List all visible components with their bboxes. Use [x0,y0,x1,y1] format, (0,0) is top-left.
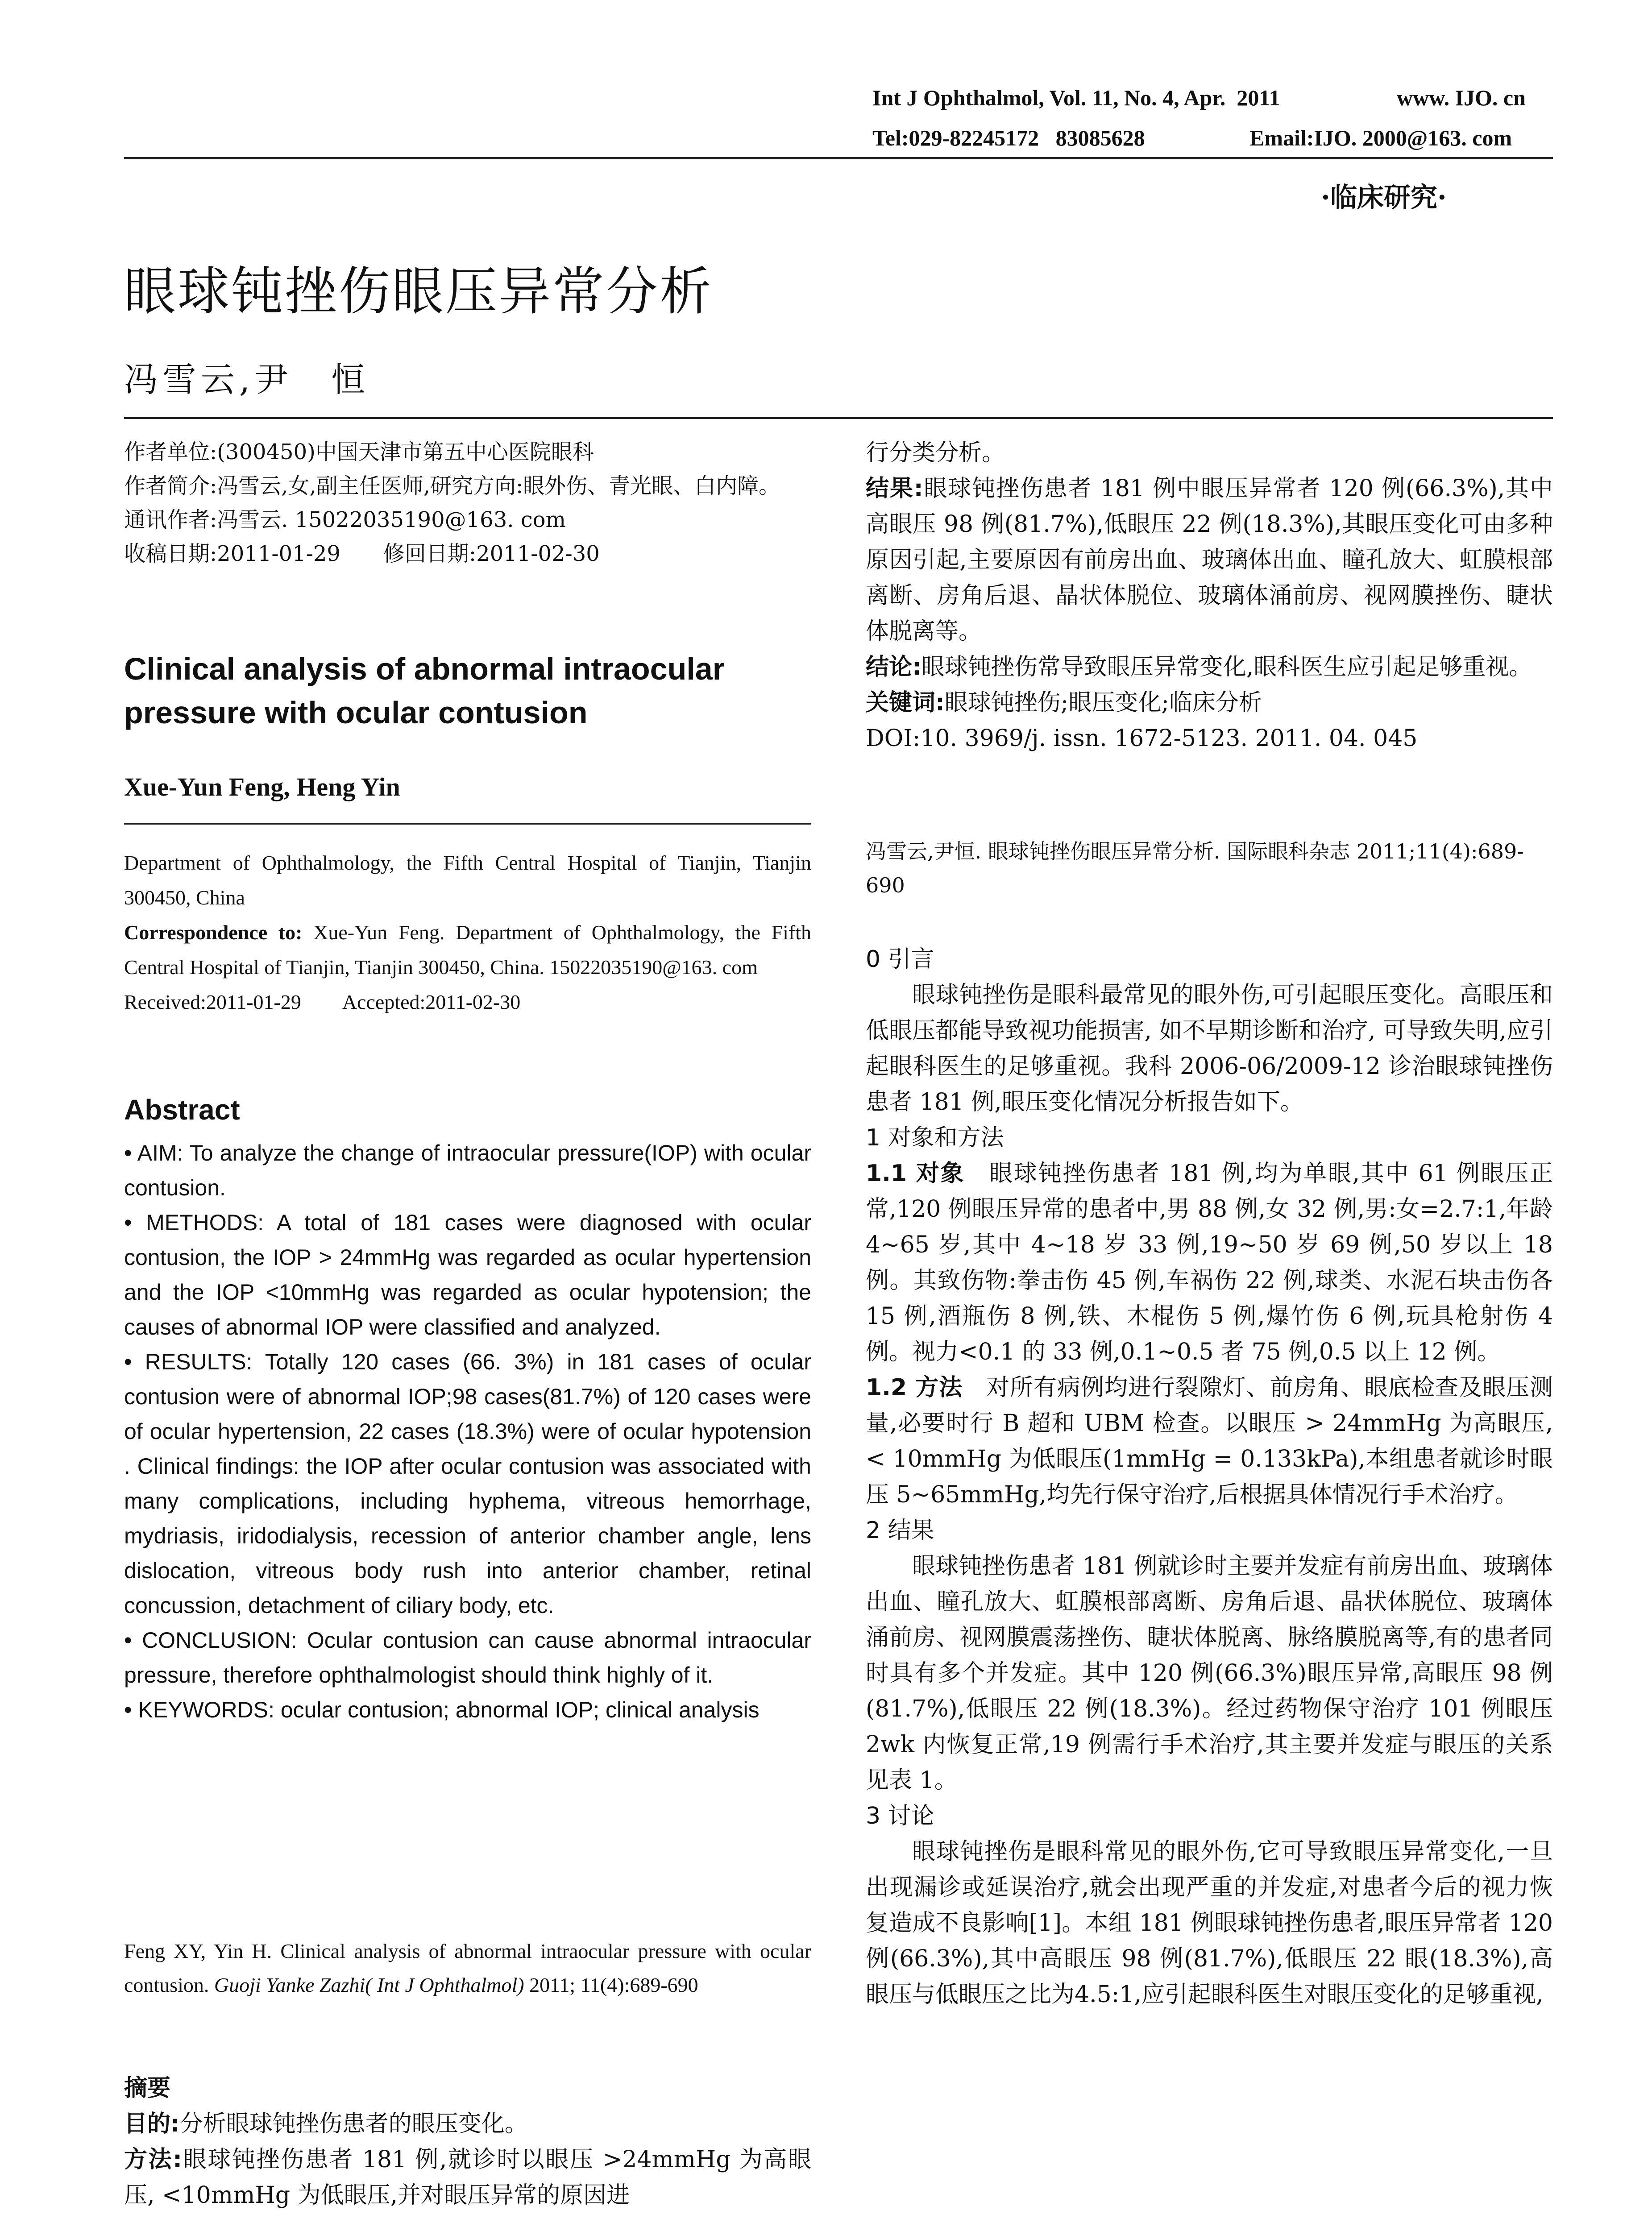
header-rule [124,157,1553,159]
abstract-results: • RESULTS: Totally 120 cases (66. 3%) in 181 cases of ocular contusion were of abnormal IOP;98 cases(81.7%) of 120 cases were of ocular hypertension, 22 cases (18.3%) were of ocular hypotension . Clinical findings: the IOP after ocular contusion was associated with many complications, including hyphema, vitreous hemorrhage, mydriasis, iridodialysis, recession of anterior chamber angle, lens dislocation, vitreous body rush into anterior chamber, retinal concussion, detachment of ciliary body, etc. [124,1349,811,1618]
sec11: 1.1 对象 眼球钝挫伤患者 181 例,均为单眼,其中 61 例眼压正常,120 例眼压异常的患者中,男 88 例,女 32 例,男:女=2.7:1,年龄 4~65 岁,其中 4~18 岁 33 例,19~50 岁 69 例,50 岁以上 18 例。其致伤物:拳击伤 45 例,车祸伤 22 例,球类、水泥石块击伤各 15 例,酒瓶伤 8 例,铁、木棍伤 5 例,爆竹伤 6 例,玩具枪射伤 4 例。视力<0.1 的 33 例,0.1~0.5 者 75 例,0.5 以上 12 例。 [866,1160,1553,1365]
conclusion-cn: 结论:眼球钝挫伤常导致眼压异常变化,眼科医生应引起足够重视。 [866,654,1532,680]
methods-cn: 方法:眼球钝挫伤患者 181 例,就诊时以眼压 >24mmHg 为高眼压, <10mmHg 为低眼压,并对眼压异常的原因进 [124,2146,812,2209]
aim-cn: 目的:分析眼球钝挫伤患者的眼压变化。 [124,2111,528,2137]
sec0-title: 0 引言 [866,946,934,973]
sec3-title: 3 讨论 [866,1803,934,1829]
journal-website: www. IJO. cn [1397,85,1526,110]
keywords-cn: 关键词:眼球钝挫伤;眼压变化;临床分析 [866,689,1262,716]
journal-email: Email:IJO. 2000@163. com [1249,125,1512,150]
correspondence: Correspondence to: Xue-Yun Feng. Department of Ophthalmology, the Fifth Central Hospital of Tianjin, Tianjin 300450, China. 15022035190@163. com [124,921,811,979]
author-info [124,435,811,571]
received-dates-en: Received:2011-01-29 Accepted:2011-02-30 [124,991,521,1013]
sec2-text: 眼球钝挫伤患者 181 例就诊时主要并发症有前房出血、玻璃体出血、瞳孔放大、虹膜根部离断、房角后退、晶状体脱位、玻璃体涌前房、视网膜震荡挫伤、睫状体脱离、脉络膜脱离等,有的患者同时具有多个并发症。其中 120 例(66.3%)眼压异常,高眼压 98 例(81.7%),低眼压 22 例(18.3%)。经过药物保守治疗 101 例眼压 2wk 内恢复正常,19 例需行手术治疗,其主要并发症与眼压的关系见表 1。 [866,1553,1553,1794]
title-rule [124,417,1553,419]
affiliation-block [124,846,811,1020]
doi: DOI:10. 3969/j. issn. 1672-5123. 2011. 04. 045 [866,725,1418,752]
abstract-keywords: • KEYWORDS: ocular contusion; abnormal IOP; clinical analysis [124,1697,760,1722]
section-tag: ·临床研究· [1321,182,1447,213]
journal-info: Int J Ophthalmol, Vol. 11, No. 4, Apr. 2011 [872,85,1280,110]
sec2-title: 2 结果 [866,1517,934,1544]
sec1-title: 1 对象和方法 [866,1124,1004,1151]
abstract-aim: • AIM: To analyze the change of intraocular pressure(IOP) with ocular contusion. [124,1140,811,1200]
author-unit: 作者单位:(300450)中国天津市第五中心医院眼科 [124,440,594,464]
sec0-text: 眼球钝挫伤是眼科最常见的眼外伤,可引起眼压变化。高眼压和低眼压都能导致视功能损害, 如不早期诊断和治疗, 可导致失明,应引起眼科医生的足够重视。我科 2006-06/2009-12 诊治眼球钝挫伤患者 181 例,眼压变化情况分析报告如下。 [866,982,1553,1116]
abstract-conclusion: • CONCLUSION: Ocular contusion can cause abnormal intraocular pressure, therefore ophthalmologist should think highly of it. [124,1628,811,1688]
abstract-cn-cont [866,435,1553,756]
abstract-methods: • METHODS: A total of 181 cases were diagnosed with ocular contusion, the IOP > 24mmHg was regarded as ocular hypertension and the IOP <10mmHg was regarded as ocular hypotension; the causes of abnormal IOP were classified and analyzed. [124,1210,811,1339]
authors-en: Xue-Yun Feng, Heng Yin [124,772,400,801]
citation-cn: 冯雪云,尹恒. 眼球钝挫伤眼压异常分析. 国际眼科杂志 2011;11(4):689-690 [866,839,1524,897]
main-text [866,941,1553,2012]
sec12: 1.2 方法 对所有病例均进行裂隙灯、前房角、眼底检查及眼压测量,必要时行 B 超和 UBM 检查。以眼压 > 24mmHg 为高眼压, < 10mmHg 为低眼压(1mmHg = 0.133kPa),本组患者就诊时眼压 5~65mmHg,均先行保守治疗,后根据具体情况行手术治疗。 [866,1374,1553,1508]
title-en: Clinical analysis of abnormal intraocular pressure with ocular contusion [124,651,725,730]
authors-cn: 冯雪云,尹 恒 [124,360,370,399]
affiliation: Department of Ophthalmology, the Fifth Central Hospital of Tianjin, Tianjin 300450, China [124,851,811,909]
abstract-heading: Abstract [124,1094,240,1126]
corresponding-author: 通讯作者:冯雪云. 15022035190@163. com [124,507,566,532]
methods-cn-cont: 行分类分析。 [866,440,1005,466]
citation-en: Feng XY, Yin H. Clinical analysis of abnormal intraocular pressure with ocular contusion. Guoji Yanke Zazhi( Int J Ophthalmol) 2011; 11(4):689-690 [124,1940,811,1996]
en-author-rule [124,823,811,825]
page-title: 眼球钝挫伤眼压异常分析 [124,261,713,322]
results-cn: 结果:眼球钝挫伤患者 181 例中眼压异常者 120 例(66.3%),其中高眼压 98 例(81.7%),低眼压 22 例(18.3%),其眼压变化可由多种原因引起,主要原因有前房出血、玻璃体出血、瞳孔放大、虹膜根部离断、房角后退、晶状体脱位、玻璃体涌前房、视网膜挫伤、睫状体脱离等。 [866,475,1553,645]
journal-tel: Tel:029-82245172 83085628 [872,125,1145,150]
abstract-cn-body [124,2106,811,2213]
author-bio: 作者简介:冯雪云,女,副主任医师,研究方向:眼外伤、青光眼、白内障。 [124,473,780,498]
abstract-body [124,1136,811,1727]
abstract-cn-heading: 摘要 [124,2075,171,2102]
received-dates-cn: 收稿日期:2011-01-29 修回日期:2011-02-30 [124,541,600,566]
sec3-text: 眼球钝挫伤是眼科常见的眼外伤,它可导致眼压异常变化,一旦出现漏诊或延误治疗,就会出现严重的并发症,对患者今后的视力恢复造成不良影响[1]。本组 181 例眼球钝挫伤患者,眼压异常者 120 例(66.3%),其中高眼压 98 例(81.7%),低眼压 22 眼(18.3%),高眼压与低眼压之比为4.5:1,应引起眼科医生对眼压变化的足够重视, [866,1838,1553,2008]
